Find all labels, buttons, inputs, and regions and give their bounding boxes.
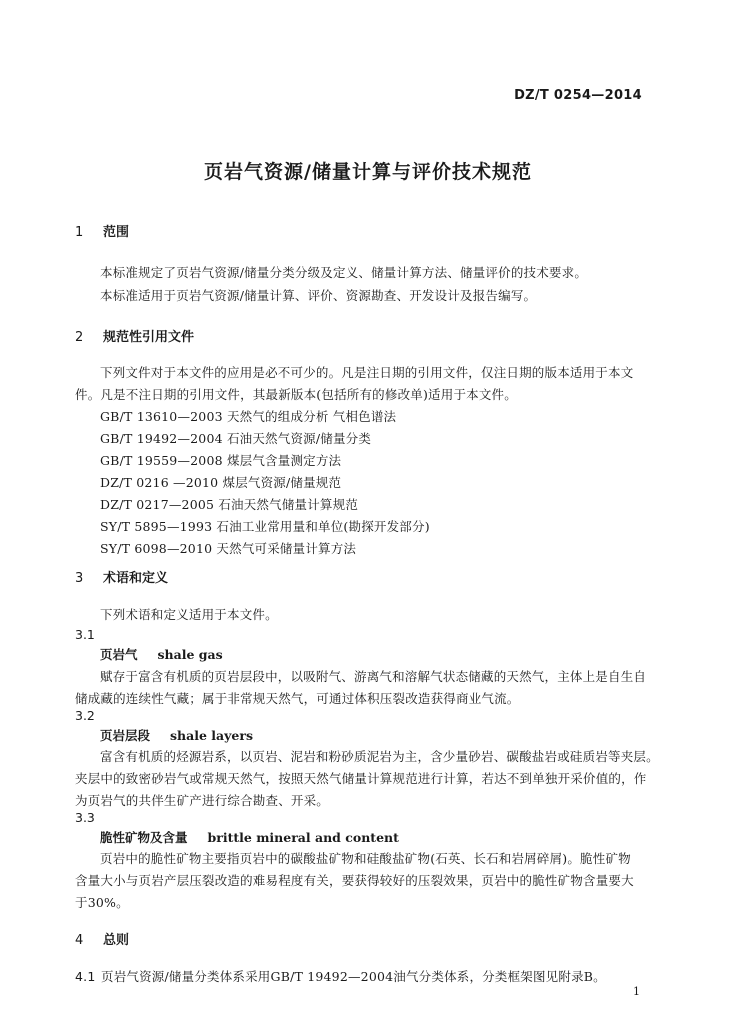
reference-item: DZ/T 0216 —2010 煤层气资源/储量规范 [100,475,342,490]
section-number: 1 [75,225,84,240]
clause-text: 页岩气资源/储量分类体系采用GB/T 19492—2004油气分类体系，分类框架图见附录B。 [101,969,606,984]
term-number: 3.2 [75,708,95,723]
paragraph: 富含有机质的烃源岩系，以页岩、泥岩和粉砂质泥岩为主，含少量砂岩、碳酸盐岩或硅质岩等夹层。 [100,749,659,764]
paragraph: 下列文件对于本文件的应用是必不可少的。凡是注日期的引用文件，仅注日期的版本适用于本文 [100,365,634,380]
section-3-heading [75,567,168,586]
term-title [100,828,399,846]
clause-number: 4.1 [75,969,96,984]
term-number: 3.3 [75,810,95,825]
reference-item: SY/T 6098—2010 天然气可采储量计算方法 [100,541,357,556]
section-number: 2 [75,330,84,345]
paragraph: 夹层中的致密砂岩气或常规天然气，按照天然气储量计算规范进行计算，若达不到单独开采价值的，作 [75,771,647,786]
term-en: shale gas [157,647,223,662]
term-zh: 页岩气 [100,647,138,662]
section-title: 术语和定义 [103,571,169,586]
page-number: 1 [633,985,640,998]
term-number: 3.1 [75,627,95,642]
paragraph: 赋存于富含有机质的页岩层段中，以吸附气、游离气和溶解气状态储藏的天然气，主体上是自生自 [100,669,647,684]
section-title: 总则 [103,933,130,948]
section-title: 规范性引用文件 [103,330,195,345]
section-2-heading [75,326,194,345]
term-en: brittle mineral and content [207,830,399,845]
term-en: shale layers [170,728,253,743]
paragraph: 为页岩气的共伴生矿产进行综合勘查、开采。 [75,793,330,808]
paragraph: 本标准适用于页岩气资源/储量计算、评价、资源勘查、开发设计及报告编写。 [100,288,537,303]
paragraph: 下列术语和定义适用于本文件。 [100,607,278,622]
clause-4-1 [75,967,606,985]
section-4-heading [75,929,129,948]
term-title [100,726,253,744]
section-number: 4 [75,933,84,948]
paragraph: 页岩中的脆性矿物主要指页岩中的碳酸盐矿物和硅酸盐矿物(石英、长石和岩屑碎屑)。脆性矿物 [100,851,631,866]
term-zh: 脆性矿物及含量 [100,830,188,845]
term-title [100,645,223,663]
reference-item: DZ/T 0217—2005 石油天然气储量计算规范 [100,497,359,512]
reference-item: GB/T 19559—2008 煤层气含量测定方法 [100,453,342,468]
section-title: 范围 [103,225,130,240]
term-zh: 页岩层段 [100,728,151,743]
reference-item: SY/T 5895—1993 石油工业常用量和单位(勘探开发部分) [100,519,430,534]
document-title: 页岩气资源/储量计算与评价技术规范 [204,161,532,183]
section-number: 3 [75,571,84,586]
paragraph: 件。凡是不注日期的引用文件，其最新版本(包括所有的修改单)适用于本文件。 [75,387,517,402]
standard-number: DZ/T 0254—2014 [514,88,642,103]
paragraph: 储成藏的连续性气藏；属于非常规天然气，可通过体积压裂改造获得商业气流。 [75,691,520,706]
paragraph: 本标准规定了页岩气资源/储量分类分级及定义、储量计算方法、储量评价的技术要求。 [100,265,588,280]
paragraph: 含量大小与页岩产层压裂改造的难易程度有关，要获得较好的压裂效果，页岩中的脆性矿物含量要大 [75,873,634,888]
section-1-heading [75,221,129,240]
reference-item: GB/T 19492—2004 石油天然气资源/储量分类 [100,431,372,446]
reference-item: GB/T 13610—2003 天然气的组成分析 气相色谱法 [100,409,397,424]
paragraph: 于30%。 [75,895,129,910]
